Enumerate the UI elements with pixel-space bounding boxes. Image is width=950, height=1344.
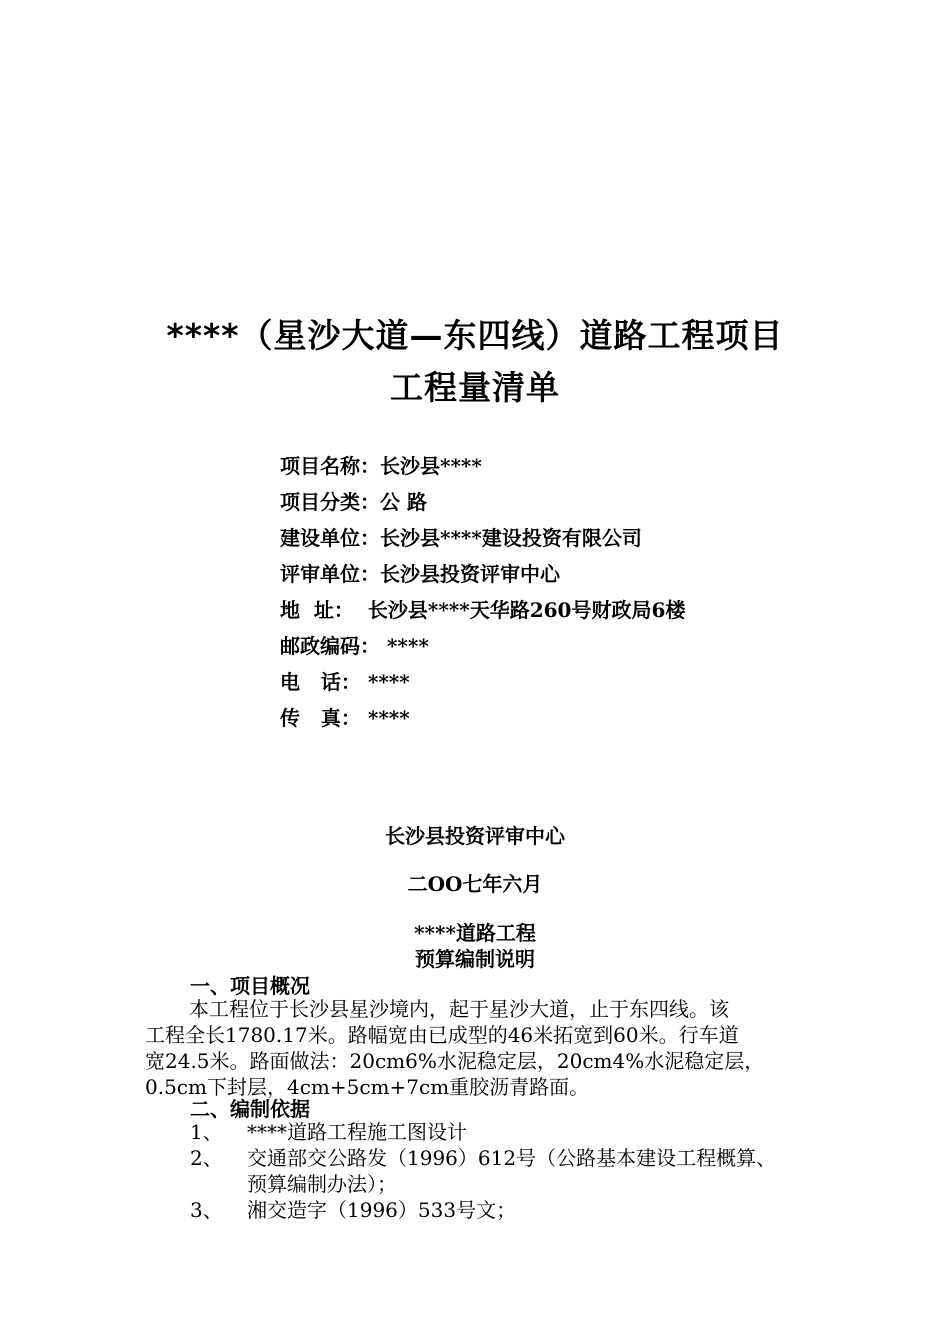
info-row-project-name [280, 450, 685, 486]
info-label: 传 真： [280, 706, 361, 730]
paragraph-line: 工程全长1780.17米。路幅宽由已成型的46米拓宽到60米。行车道 [145, 1023, 739, 1047]
info-row-phone [280, 666, 685, 702]
info-value: 长沙县****建设投资有限公司 [380, 526, 642, 550]
info-label: 地 址： [280, 598, 354, 622]
info-value: 长沙县投资评审中心 [380, 562, 560, 586]
list-item-text: 湘交造字（1996）533号文； [247, 1198, 517, 1222]
info-value: **** [380, 634, 429, 658]
list-item-text: 交通部交公路发（1996）612号（公路基本建设工程概算、 [247, 1146, 777, 1170]
info-label: 邮政编码： [280, 634, 380, 658]
info-row-fax [280, 702, 685, 738]
issuing-org: 长沙县投资评审中心 [385, 824, 565, 848]
info-row-reviewer [280, 558, 685, 594]
info-value: **** [360, 706, 410, 730]
info-value: **** [360, 670, 410, 694]
list-item [190, 1145, 776, 1197]
info-value: 长沙县**** [380, 454, 482, 478]
basis-list [190, 1119, 776, 1223]
list-item-number: 3、 [190, 1198, 223, 1222]
list-item-text-continued: 预算编制办法）； [247, 1172, 397, 1196]
list-item-number: 2、 [190, 1146, 223, 1170]
info-row-category [280, 486, 685, 522]
list-item-number: 1、 [190, 1120, 223, 1144]
paragraph-line: 本工程位于长沙县星沙境内，起于星沙大道，止于东四线。该 [189, 997, 729, 1021]
list-item-text: ****道路工程施工图设计 [247, 1120, 467, 1144]
document-title-line1: ****（星沙大道—东四线）道路工程项目 [166, 316, 784, 355]
list-item [190, 1119, 776, 1145]
issue-date: 二OO七年六月 [407, 872, 543, 896]
info-label: 电 话： [280, 670, 361, 694]
overview-paragraph [145, 996, 815, 1100]
section-heading-project: ****道路工程 [414, 921, 536, 945]
section-title-overview: 一、项目概况 [190, 974, 310, 998]
info-row-postcode [280, 630, 685, 666]
list-item [190, 1197, 776, 1223]
info-value: 公 路 [380, 490, 427, 514]
info-value: 长沙县****天华路260号财政局6楼 [353, 598, 686, 622]
info-row-builder [280, 522, 685, 558]
project-info-block [280, 450, 685, 738]
paragraph-line: 宽24.5米。路面做法：20cm6%水泥稳定层，20cm4%水泥稳定层， [145, 1049, 765, 1073]
info-label: 评审单位： [280, 562, 380, 586]
info-label: 项目名称： [280, 454, 380, 478]
section-title-basis: 二、编制依据 [190, 1097, 310, 1121]
section-heading-budget-notes: 预算编制说明 [415, 947, 535, 971]
paragraph-line: 0.5cm下封层，4cm+5cm+7cm重胶沥青路面。 [145, 1075, 590, 1099]
info-row-address [280, 594, 685, 630]
info-label: 建设单位： [280, 526, 380, 550]
info-label: 项目分类： [280, 490, 380, 514]
document-title-line2: 工程量清单 [390, 368, 560, 407]
